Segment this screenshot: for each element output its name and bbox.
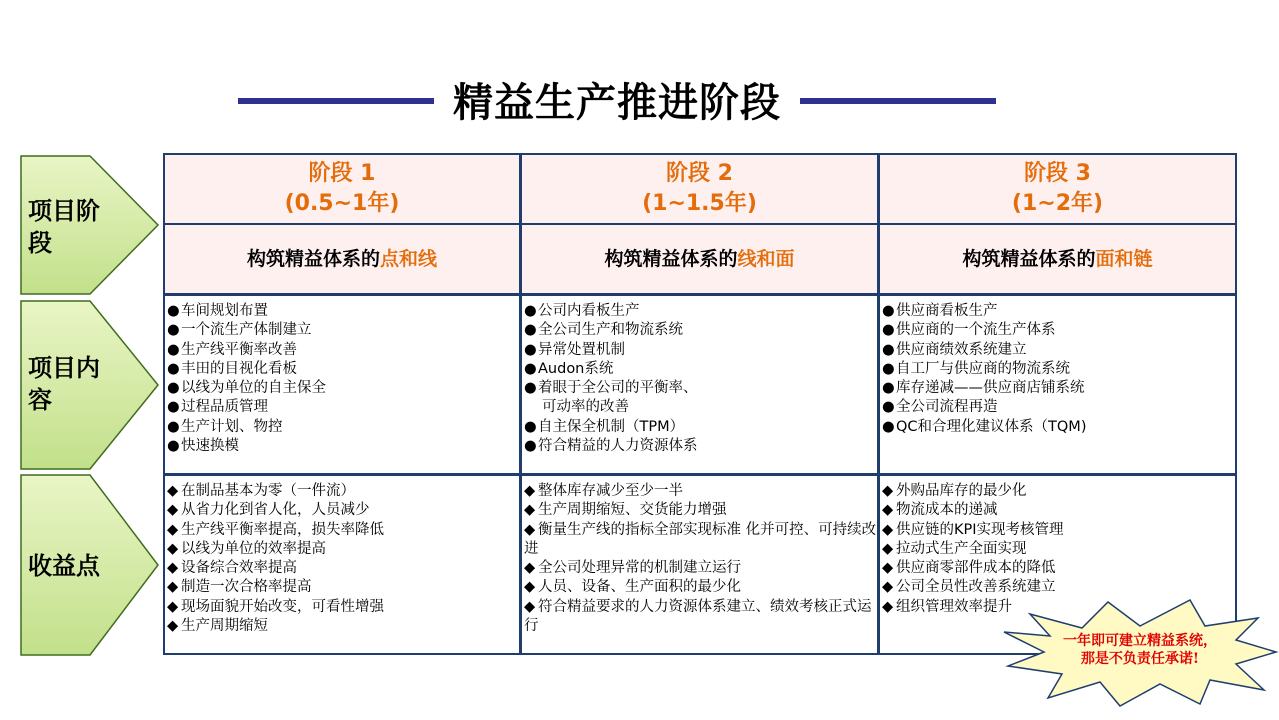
list-item-text: 一个流生产体制建立 xyxy=(181,322,312,339)
row-label-text: 项目阶段 xyxy=(28,197,100,257)
list-item xyxy=(524,398,877,417)
bullet-icon: ● xyxy=(524,380,537,397)
list-item xyxy=(167,617,519,636)
list-item xyxy=(882,379,1235,398)
callout-line-1: 一年即可建立精益系统， xyxy=(1063,633,1217,649)
list-item-text: 车间规划布置 xyxy=(181,303,268,319)
phase-3-header xyxy=(878,153,1237,225)
list-item xyxy=(524,521,877,560)
list-item-text: 以线为单位的自主保全 xyxy=(181,380,326,397)
phase-table xyxy=(163,153,1237,655)
list-item-text: 供应商零部件成本的降低 xyxy=(896,560,1056,577)
list-item-text: 丰田的目视化看板 xyxy=(181,360,297,377)
list-item xyxy=(524,302,877,321)
bullet-icon: ● xyxy=(167,322,180,339)
warning-callout xyxy=(1000,596,1279,708)
phase-3-name: 阶段 3 xyxy=(1024,161,1091,186)
list-item-text: 全公司处理异常的机制建立运行 xyxy=(538,560,741,577)
list-item-text: 可动率的改善 xyxy=(542,399,629,416)
bullet-icon: ● xyxy=(524,360,537,377)
goal-prefix: 构筑精益体系的 xyxy=(604,248,738,270)
list-item-text: 快速换模 xyxy=(181,438,239,455)
bullet-icon: ● xyxy=(167,438,180,455)
phase-1-header xyxy=(163,153,521,225)
title-right-rule xyxy=(800,98,996,104)
row-label-content xyxy=(20,300,160,470)
list-item-text: 符合精益的人力资源体系 xyxy=(538,438,698,455)
bullet-icon: ◆ xyxy=(167,483,179,499)
list-item xyxy=(882,578,1235,597)
list-item xyxy=(524,360,877,379)
bullet-icon: ● xyxy=(524,418,537,435)
list-item xyxy=(882,501,1235,520)
bullet-icon: ● xyxy=(882,341,895,358)
list-item-text: 全公司流程再造 xyxy=(896,399,998,416)
phase-1-benefits xyxy=(163,474,521,655)
goal-prefix: 构筑精益体系的 xyxy=(962,248,1096,270)
bullet-icon: ◆ xyxy=(167,598,179,615)
phase-1-contents xyxy=(163,294,521,475)
list-item-text: 过程品质管理 xyxy=(181,399,268,416)
row-label-text: 项目内容 xyxy=(28,354,100,414)
bullet-icon: ◆ xyxy=(167,521,179,538)
phase-3-goal xyxy=(878,223,1237,295)
list-item-text: 人员、设备、生产面积的最少化 xyxy=(538,579,741,596)
bullet-icon: ◆ xyxy=(882,483,894,499)
list-item xyxy=(524,341,877,360)
bullet-icon: ◆ xyxy=(524,521,536,538)
phase-2-header xyxy=(520,153,879,225)
bullet-icon: ● xyxy=(167,399,180,416)
list-item xyxy=(167,360,519,379)
bullet-icon: ● xyxy=(167,360,180,377)
bullet-icon: ◆ xyxy=(882,540,894,557)
bullet-icon: ● xyxy=(882,399,895,416)
list-item-text: 从省力化到省人化，人员减少 xyxy=(181,502,370,519)
bullet-icon: ● xyxy=(524,303,537,319)
bullet-icon: ● xyxy=(167,418,180,435)
content-list xyxy=(522,296,877,456)
list-item xyxy=(167,341,519,360)
list-item-text: QC和合理化建议体系（TQM) xyxy=(896,418,1087,435)
phase-1-name: 阶段 1 xyxy=(308,161,376,186)
title-bar xyxy=(238,78,996,128)
list-item-text: 全公司生产和物流系统 xyxy=(538,322,683,339)
row-label-benefit xyxy=(20,474,160,656)
bullet-icon: ◆ xyxy=(167,540,179,557)
bullet-icon: ● xyxy=(167,303,180,319)
list-item-text: 生产周期缩短 xyxy=(181,618,268,635)
list-item xyxy=(882,540,1235,559)
list-item xyxy=(167,521,519,540)
list-item xyxy=(167,559,519,578)
list-item xyxy=(882,559,1235,578)
list-item-text: 自工厂与供应商的物流系统 xyxy=(896,360,1070,377)
list-item-text: 设备综合效率提高 xyxy=(181,560,297,577)
list-item xyxy=(524,559,877,578)
list-item xyxy=(167,379,519,398)
list-item xyxy=(524,482,877,501)
phase-2-name: 阶段 2 xyxy=(666,161,733,186)
bullet-icon: ◆ xyxy=(167,560,179,577)
list-item xyxy=(524,321,877,340)
phase-3-duration: (1~2年) xyxy=(1011,191,1104,216)
goal-prefix: 构筑精益体系的 xyxy=(246,248,380,270)
list-item xyxy=(524,501,877,520)
list-item xyxy=(167,437,519,456)
list-item-text: 整体库存减少至少一半 xyxy=(538,483,683,499)
row-label-text: 收益点 xyxy=(28,552,100,580)
phase-2-contents xyxy=(520,294,879,475)
goal-highlight: 面和链 xyxy=(1095,248,1153,270)
goal-highlight: 点和线 xyxy=(380,248,438,270)
list-item xyxy=(524,598,877,637)
bullet-icon: ◆ xyxy=(167,579,179,596)
list-item xyxy=(167,540,519,559)
bullet-icon: ◆ xyxy=(882,579,894,596)
bullet-icon: ● xyxy=(167,341,180,358)
list-item-text: 现场面貌开始改变，可看性增强 xyxy=(181,598,384,615)
phase-2-duration: (1~1.5年) xyxy=(642,191,757,216)
phase-2-benefits xyxy=(520,474,879,655)
bullet-icon: ● xyxy=(882,322,895,339)
list-item-text: 供应链的KPI实现考核管理 xyxy=(896,521,1064,538)
phase-2-goal xyxy=(520,223,879,295)
list-item-text: 生产线平衡率改善 xyxy=(181,341,297,358)
phase-1-duration: (0.5~1年) xyxy=(284,191,400,216)
list-item xyxy=(167,501,519,520)
content-list xyxy=(165,296,519,456)
list-item xyxy=(167,398,519,417)
bullet-icon: ● xyxy=(882,360,895,377)
list-item xyxy=(524,418,877,437)
bullet-icon: ● xyxy=(524,438,537,455)
list-item xyxy=(524,379,877,398)
list-item xyxy=(167,321,519,340)
list-item-text: 外购品库存的最少化 xyxy=(896,483,1027,499)
list-item xyxy=(167,302,519,321)
list-item xyxy=(167,598,519,617)
list-item-text: 以线为单位的效率提高 xyxy=(181,540,326,557)
goal-highlight: 线和面 xyxy=(737,248,795,270)
content-list xyxy=(880,296,1235,437)
list-item xyxy=(882,398,1235,417)
list-item xyxy=(167,482,519,501)
list-item xyxy=(524,578,877,597)
list-item xyxy=(882,321,1235,340)
bullet-icon: ◆ xyxy=(524,483,536,499)
list-item-text: 衡量生产线的指标全部实现标准 化并可控、可持续改进 xyxy=(524,521,877,557)
row-label-phase xyxy=(20,155,160,295)
bullet-icon: ● xyxy=(524,322,537,339)
list-item xyxy=(882,521,1235,540)
list-item-text: 库存递减——供应商店铺系统 xyxy=(896,380,1085,397)
list-item-text: 在制品基本为零（一件流） xyxy=(181,483,355,499)
list-item-text: 供应商的一个流生产体系 xyxy=(896,322,1056,339)
phase-3-contents xyxy=(878,294,1237,475)
list-item-text: 符合精益要求的人力资源体系建立、绩效考核正式运行 xyxy=(524,598,872,635)
list-item-text: 组织管理效率提升 xyxy=(896,598,1012,615)
bullet-icon: ◆ xyxy=(882,598,894,615)
list-item-text: 物流成本的递减 xyxy=(896,502,998,519)
list-item xyxy=(882,302,1235,321)
bullet-icon: ◆ xyxy=(524,579,536,596)
list-item xyxy=(882,360,1235,379)
phase-1-goal xyxy=(163,223,521,295)
list-item xyxy=(882,482,1235,501)
list-item xyxy=(524,437,877,456)
list-item-text: 自主保全机制（TPM） xyxy=(538,418,685,435)
bullet-icon: ◆ xyxy=(167,502,179,519)
list-item xyxy=(167,578,519,597)
bullet-icon: ◆ xyxy=(882,521,894,538)
title-left-rule xyxy=(238,98,434,104)
list-item-text: 公司全员性改善系统建立 xyxy=(896,579,1056,596)
list-item-text: 拉动式生产全面实现 xyxy=(896,540,1027,557)
list-item xyxy=(882,341,1235,360)
list-item-text: 着眼于全公司的平衡率、 xyxy=(538,380,698,397)
bullet-icon: ◆ xyxy=(882,560,894,577)
list-item-text: 制造一次合格率提高 xyxy=(181,579,312,596)
list-item-text: 生产线平衡率提高，损失率降低 xyxy=(181,521,384,538)
list-item-text: 生产周期缩短、交货能力增强 xyxy=(538,502,727,519)
list-item-text: 生产计划、物控 xyxy=(181,418,283,435)
bullet-icon: ● xyxy=(524,341,537,358)
bullet-icon: ◆ xyxy=(167,618,179,635)
bullet-icon: ● xyxy=(882,380,895,397)
benefit-list xyxy=(522,476,877,636)
bullet-icon: ● xyxy=(882,303,895,319)
list-item-text: 供应商绩效系统建立 xyxy=(896,341,1027,358)
benefit-list xyxy=(165,476,519,636)
bullet-icon: ◆ xyxy=(524,598,536,615)
bullet-icon: ● xyxy=(882,418,895,435)
bullet-icon: ● xyxy=(167,380,180,397)
list-item-text: Audon系统 xyxy=(538,360,614,377)
list-item xyxy=(882,418,1235,437)
bullet-icon: ◆ xyxy=(882,502,894,519)
list-item-text: 异常处置机制 xyxy=(538,341,625,358)
list-item-text: 供应商看板生产 xyxy=(896,303,998,319)
bullet-icon: ◆ xyxy=(524,560,536,577)
list-item-text: 公司内看板生产 xyxy=(538,303,640,319)
list-item xyxy=(167,418,519,437)
callout-line-2: 那是不负责任承诺! xyxy=(1080,651,1200,667)
page-title: 精益生产推进阶段 xyxy=(453,80,781,126)
bullet-icon: ◆ xyxy=(524,502,536,519)
